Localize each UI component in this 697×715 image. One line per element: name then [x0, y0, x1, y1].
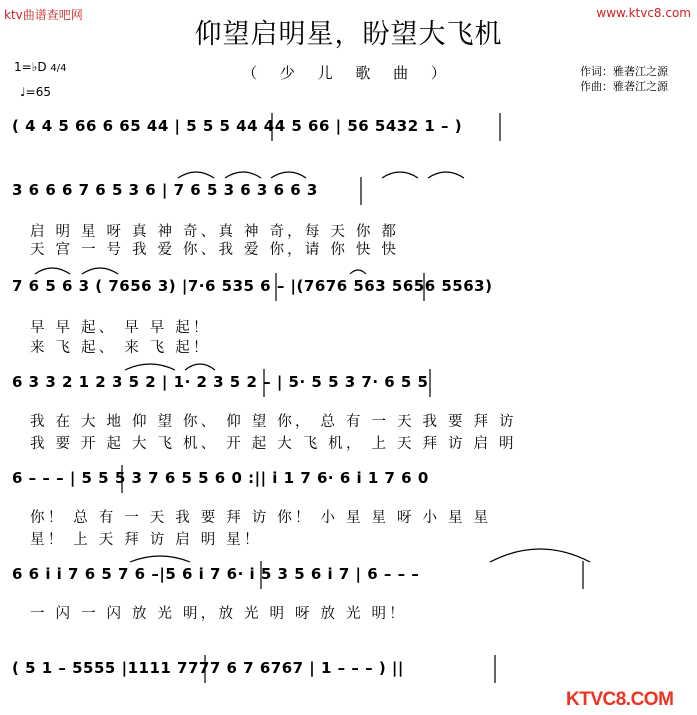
- slur-mark: [382, 172, 418, 178]
- slur-mark: [185, 364, 215, 370]
- slur-mark: [125, 364, 175, 370]
- lyric-line: 我 在 大 地 仰 望 你、 仰 望 你， 总 有 一 天 我 要 拜 访: [30, 414, 517, 430]
- score-row-4: 6 3 3 2 1 2 3 5 2 | 1· 2 3 5 2 – | 5· 5 5 3 7· 6 5 5: [12, 373, 429, 391]
- time-signature: 4/4: [50, 63, 67, 74]
- tempo-marking: ♩=65: [20, 85, 51, 99]
- key-label: 1=♭D: [14, 60, 47, 74]
- slur-mark: [225, 172, 261, 178]
- song-subtitle: （ 少 儿 歌 曲 ）: [242, 64, 455, 82]
- lyric-line: 早 早 起、 早 早 起！: [30, 320, 211, 336]
- watermark-right: www.ktvc8.com: [596, 6, 691, 20]
- slur-mark: [35, 268, 70, 274]
- lyric-line: 来 飞 起、 来 飞 起！: [30, 340, 211, 356]
- lyric-line: 一 闪 一 闪 放 光 明，放 光 明 呀 放 光 明！: [30, 606, 407, 622]
- ktvc8-logo: KTVC8.COM: [566, 689, 674, 710]
- song-title: 仰望启明星，盼望大飞机: [194, 19, 503, 50]
- score-row-5: 6 – – – | 5 5 5 3 7 6 5 5 6 0 :|| i 1 7 6· 6 i 1 7 6 0: [12, 469, 429, 487]
- score-row-2: 3 6 6 6 7 6 5 3 6 | 7 6 5 3 6 3 6 6 3: [12, 181, 318, 199]
- composer-credit: 作曲：雅砻江之源: [580, 80, 668, 93]
- score-row-1: ( 4 4 5 66 6 65 44 | 5 5 5 44 44 5 66 | 56 5432 1 – ): [12, 117, 463, 135]
- lyric-line: 启 明 星 呀 真 神 奇、真 神 奇，每 天 你 都: [30, 224, 400, 240]
- slur-mark: [428, 172, 464, 178]
- slur-mark: [178, 172, 214, 178]
- slur-mark: [271, 172, 306, 178]
- score-row-7: ( 5 1 – 5555 |1111 7777 6 7 6767 | 1 – – – ) ||: [12, 659, 404, 677]
- lyric-line: 我 要 开 起 大 飞 机、 开 起 大 飞 机， 上 天 拜 访 启 明: [30, 436, 517, 452]
- slur-mark: [82, 268, 118, 274]
- slur-mark: [490, 549, 590, 562]
- watermark-left: ktv曲谱查吧网: [4, 8, 83, 22]
- lyric-line: 你！ 总 有 一 天 我 要 拜 访 你！ 小 星 星 呀 小 星 星: [30, 510, 492, 526]
- score-row-6: 6 6 i i 7 6 5 7 6 –|5 6 i 7 6· i 5 3 5 6 i 7 | 6 – – –: [12, 565, 420, 583]
- slur-mark: [130, 556, 190, 562]
- lyric-line: 星！ 上 天 拜 访 启 明 星！: [30, 532, 262, 548]
- slur-mark: [350, 270, 366, 274]
- lyric-line: 天 宫 一 号 我 爱 你、我 爱 你，请 你 快 快: [30, 242, 400, 258]
- score-row-3: 7 6 5 6 3 ( 7656 3) |7·6 535 6 – |(7676 563 5656 5563): [12, 277, 493, 295]
- lyricist-credit: 作词：雅砻江之源: [580, 65, 668, 78]
